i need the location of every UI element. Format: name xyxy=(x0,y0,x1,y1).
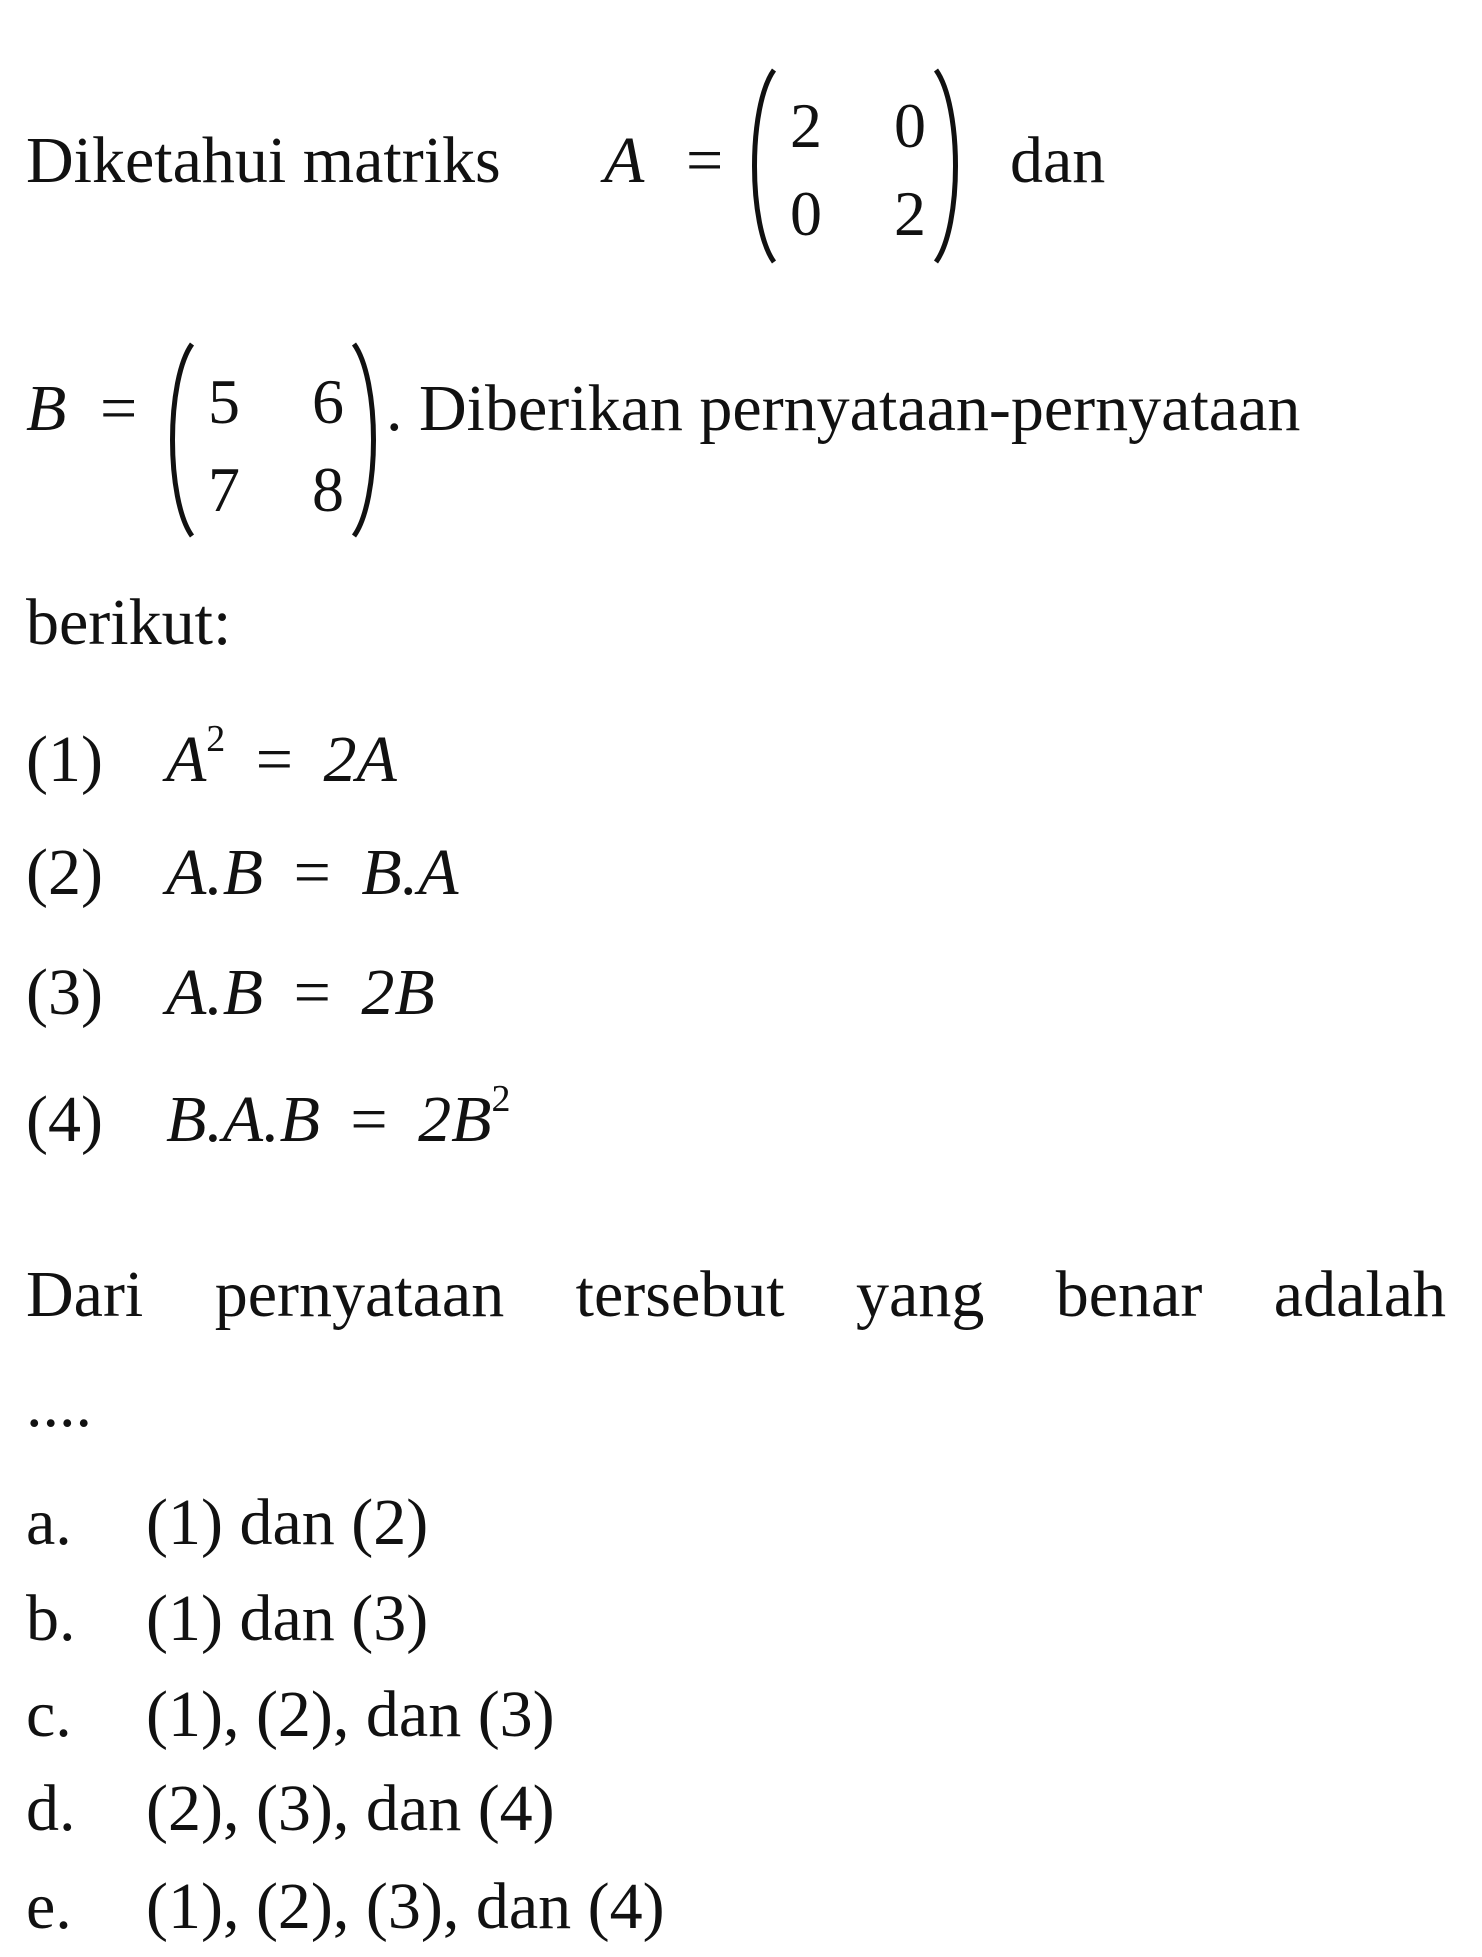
matrix-b xyxy=(158,340,388,540)
matrix-a-cell: 0 xyxy=(790,178,822,249)
option-a[interactable] xyxy=(26,1486,429,1559)
question-word: tersebut xyxy=(575,1258,785,1331)
question-word: pernyataan xyxy=(214,1258,505,1331)
option-e[interactable] xyxy=(26,1870,665,1943)
matrix-b-cell: 6 xyxy=(312,366,344,437)
option-text: (1), (2), (3), dan (4) xyxy=(146,1870,665,1943)
matrix-a-cell: 0 xyxy=(894,90,926,161)
matrix-b-cell: 8 xyxy=(312,454,344,525)
option-letter: d. xyxy=(26,1772,76,1845)
equals-sign: = xyxy=(100,372,138,445)
option-text: (1) dan (3) xyxy=(146,1582,429,1655)
statement-lhs: B.A.B xyxy=(165,1083,320,1156)
right-paren-icon xyxy=(930,66,970,266)
right-paren-icon xyxy=(348,340,388,540)
statement-lhs: A xyxy=(165,723,207,796)
intro-text: Diketahui matriks xyxy=(26,124,501,197)
statement-2 xyxy=(26,836,459,909)
question-text xyxy=(26,1258,1446,1331)
statement-3 xyxy=(26,956,435,1029)
statement-lhs: A.B xyxy=(165,836,264,909)
question-word: yang xyxy=(856,1258,985,1331)
question-word: benar xyxy=(1055,1258,1203,1331)
option-text: (1) dan (2) xyxy=(146,1486,429,1559)
matrix-b-cell: 5 xyxy=(208,366,240,437)
option-letter: e. xyxy=(26,1870,72,1943)
option-text: (2), (3), dan (4) xyxy=(146,1772,555,1845)
statement-4 xyxy=(26,1078,511,1156)
left-paren-icon xyxy=(158,340,198,540)
option-c[interactable] xyxy=(26,1678,555,1751)
left-paren-icon xyxy=(740,66,780,266)
statement-number: (4) xyxy=(26,1083,103,1156)
matrix-a-cell: 2 xyxy=(790,90,822,161)
question-ellipsis: .... xyxy=(26,1368,92,1441)
statement-rhs: B.A xyxy=(361,836,459,909)
dan-word: dan xyxy=(1010,124,1106,197)
statement-number: (1) xyxy=(26,723,103,796)
equals-sign: = xyxy=(686,124,724,197)
statement-lhs: A.B xyxy=(165,956,264,1029)
statement-rhs: 2A xyxy=(323,723,397,796)
statement-rhs: 2B xyxy=(418,1083,492,1156)
statement-number: (2) xyxy=(26,836,103,909)
option-letter: c. xyxy=(26,1678,72,1751)
question-word: adalah xyxy=(1273,1258,1446,1331)
statement-equals: = xyxy=(255,723,294,796)
statement-rhs-exponent: 2 xyxy=(491,1078,511,1120)
matrix-b-cell: 7 xyxy=(208,454,240,525)
statement-number: (3) xyxy=(26,956,103,1029)
question-word: Dari xyxy=(26,1258,144,1331)
option-b[interactable] xyxy=(26,1582,429,1655)
option-letter: a. xyxy=(26,1486,72,1559)
matrix-a-cell: 2 xyxy=(894,178,926,249)
option-text: (1), (2), dan (3) xyxy=(146,1678,555,1751)
matrix-a xyxy=(740,66,970,266)
matrix-b-symbol: B xyxy=(26,372,67,445)
statement-equals: = xyxy=(293,836,331,909)
matrix-a-symbol: A xyxy=(604,124,645,197)
intro-line-1 xyxy=(26,124,501,197)
intro-text-continued: . Diberikan pernyataan-pernyataan xyxy=(386,372,1301,445)
statement-lhs-exponent: 2 xyxy=(206,718,226,760)
statement-rhs: 2B xyxy=(361,956,435,1029)
statement-equals: = xyxy=(350,1083,388,1156)
option-letter: b. xyxy=(26,1582,76,1655)
statement-equals: = xyxy=(293,956,331,1029)
option-d[interactable] xyxy=(26,1772,555,1845)
intro-text-end: berikut: xyxy=(26,586,232,659)
statement-1 xyxy=(26,718,397,796)
